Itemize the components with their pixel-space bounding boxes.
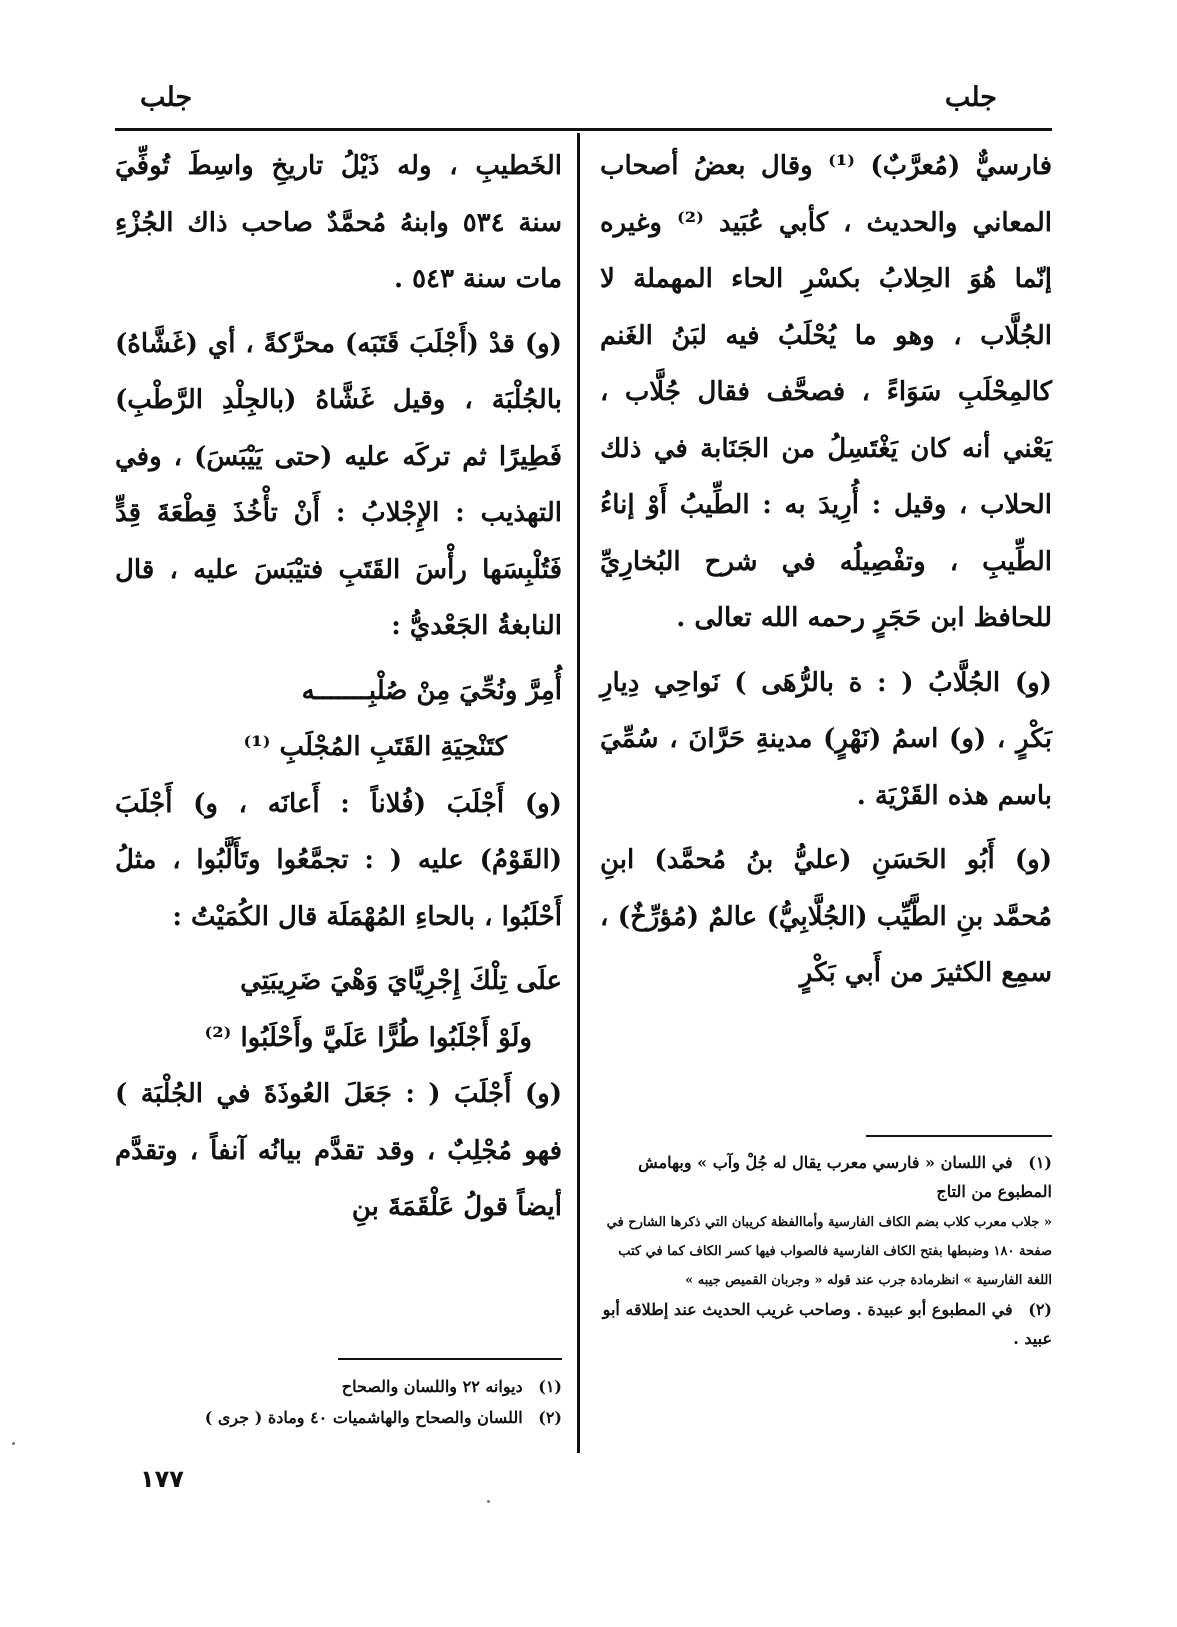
column-divider <box>577 133 580 1453</box>
footnote-number: (١) <box>1028 1153 1052 1172</box>
verse-1-hemistich-2: كتَنْحِيَةِ القَتَبِ المُجْلَبِ ⁽¹⁾ <box>243 732 507 762</box>
footnote-text: ديوانه ٢٢ واللسان والصحاح <box>341 1377 523 1396</box>
footnote-right-2 <box>595 1295 1052 1353</box>
left-paragraph-4: (و) أَجْلَبَ ( : جَعَلَ العُوذَةَ في الجُلْبَة ) فهو مُجْلِبٌ ، وقد تقدَّم بيانُه آنفاً ، وتقدَّم أيضاً قولُ عَلْقَمَةَ بنِ <box>115 1079 562 1222</box>
left-paragraph-2: (و) قدْ (أَجْلَبَ قَتَبَه) محرَّكةً ، أي (غَشَّاهُ) بالجُلْبَة ، وقيل غَشَّاهُ (بالجِلْدِ الرَّطْبِ) فَطِيرًا ثم تركَه عليه (حتى يَيْبَسَ) ، وفي التهذيب : الإِجْلابُ : أَنْ تأْخُذَ قِطْعَةَ قِدٍّ فَتُلْبِسَها رأْسَ القَتَبِ فتيْبَسَ عليه ، قال النابغةُ الجَعْديُّ : <box>115 328 562 641</box>
footnote-text: في اللسان « فارسي معرب يقال له جُلْ وآب » وبهامش المطبوع من التاج <box>638 1153 1052 1201</box>
footnote-text-small: « جلاب معرب كلاب بضم الكاف الفارسية وأماالفظة كريبان التي ذكرها الشارح في صفحة ١٨٠ وضبطها بفتح الكاف الفارسية فالصواب فيها كسر الكاف كما في كتب اللغة الفارسية » انظرمادة جرب عند قوله « وجربان القميص جيبه » <box>606 1215 1052 1288</box>
scan-speck <box>487 1500 490 1503</box>
verse-2-hemistich-1: علَى تِلْكَ إِجْرِيَّايَ وَهْيَ ضَرِيبَتِي <box>240 966 562 996</box>
footnote-right-1 <box>595 1148 1052 1293</box>
scan-speck <box>12 1442 15 1445</box>
footnote-rule-right <box>866 1135 1052 1137</box>
left-paragraph-3: (و) أَجْلَبَ (فُلاناً : أَعانَه ، و) أَجْلَبَ (القَوْمُ) عليه ( : تجمَّعُوا وتَأَلَّبُوا ، مثلُ أَحْلَبُوا ، بالحاءِ المُهْمَلَة قال الكُمَيْتُ : <box>115 788 562 932</box>
verse-1-hemistich-1: أُمِرَّ ونُحِّيَ مِنْ صُلْبِـــــــه <box>301 675 562 706</box>
verse-2-hemistich-2: ولَوْ أَجْلَبُوا طُرًّا عَلَيَّ وأَحْلَبُوا ⁽²⁾ <box>204 1022 532 1053</box>
footnote-number: (١) <box>538 1377 562 1396</box>
footnote-rule-left <box>338 1358 562 1360</box>
right-paragraph-1: فارسيٌّ (مُعرَّبٌ) ⁽¹⁾ وقال بعضُ أصحاب المعاني والحديث ، كأبي عُبَيد ⁽²⁾ وغيره إنّما هُوَ الحِلابُ بكسْرِ الحاء المهملة لا الجُلَّاب ، وهو ما يُحْلَبُ فيه لبَنُ الغَنم كالمِحْلَبِ سَوَاءً ، فصحَّف فقال جُلَّاب ، يَعْني أنه كان يَغْتَسِلُ من الجَنَابة في ذلك الحلاب ، وقيل : أُرِيدَ به : الطِّيبُ أَوْ إناءُ الطِّيبِ ، وتفْصِيلُه في شرح البُخارِيِّ للحافظ ابن حَجَرٍ رحمه الله تعالى . <box>600 151 1053 633</box>
footnote-left-1 <box>130 1372 562 1401</box>
running-head-left: جلب <box>140 82 193 113</box>
header-rule <box>115 128 1052 131</box>
running-head-right: جلب <box>944 82 997 113</box>
footnote-left-2 <box>130 1403 562 1432</box>
footnote-text: في المطبوع أبو عبيدة . وصاحب غريب الحديث عند إطلاقه أبو عبيد . <box>602 1300 1052 1348</box>
footnote-number: (٢) <box>1028 1300 1052 1319</box>
right-column <box>600 138 1052 1010</box>
left-column <box>115 138 562 1244</box>
footnote-text: اللسان والصحاح والهاشميات ٤٠ ومادة ( جرى ) <box>204 1408 523 1427</box>
right-paragraph-2: (و) الجُلَّابُ ( : ة بالرُّهَى ) نَواحِي دِيارِ بَكْرٍ ، (و) اسمُ (نَهْرٍ) مدينةِ حَرَّانَ ، سُمِّيَ باسم هذه القَرْيَة . <box>600 667 1052 811</box>
left-paragraph-1: الخَطيبِ ، وله ذَيْلُ تاريخِ واسِطَ تُوفِّيَ سنة ٥٣٤ وابنهُ مُحمَّدٌ صاحب ذاك الجُزْءِ مات سنة ٥٤٣ . <box>115 151 562 294</box>
page-header <box>140 82 1027 122</box>
footnotes-right <box>595 1148 1052 1355</box>
footnote-number: (٢) <box>538 1408 562 1427</box>
right-paragraph-3: (و) أَبُو الحَسَنِ (عليُّ بنُ مُحمَّد) ابنِ مُحمَّد بنِ الطَّيِّب (الجُلَّابِيُّ) عالمٌ (مُؤرِّخٌ) ، سمِع الكثيرَ من أَبي بَكْرٍ <box>600 845 1052 988</box>
footnotes-left <box>130 1372 562 1434</box>
page-number: ١٧٧ <box>140 1465 184 1493</box>
